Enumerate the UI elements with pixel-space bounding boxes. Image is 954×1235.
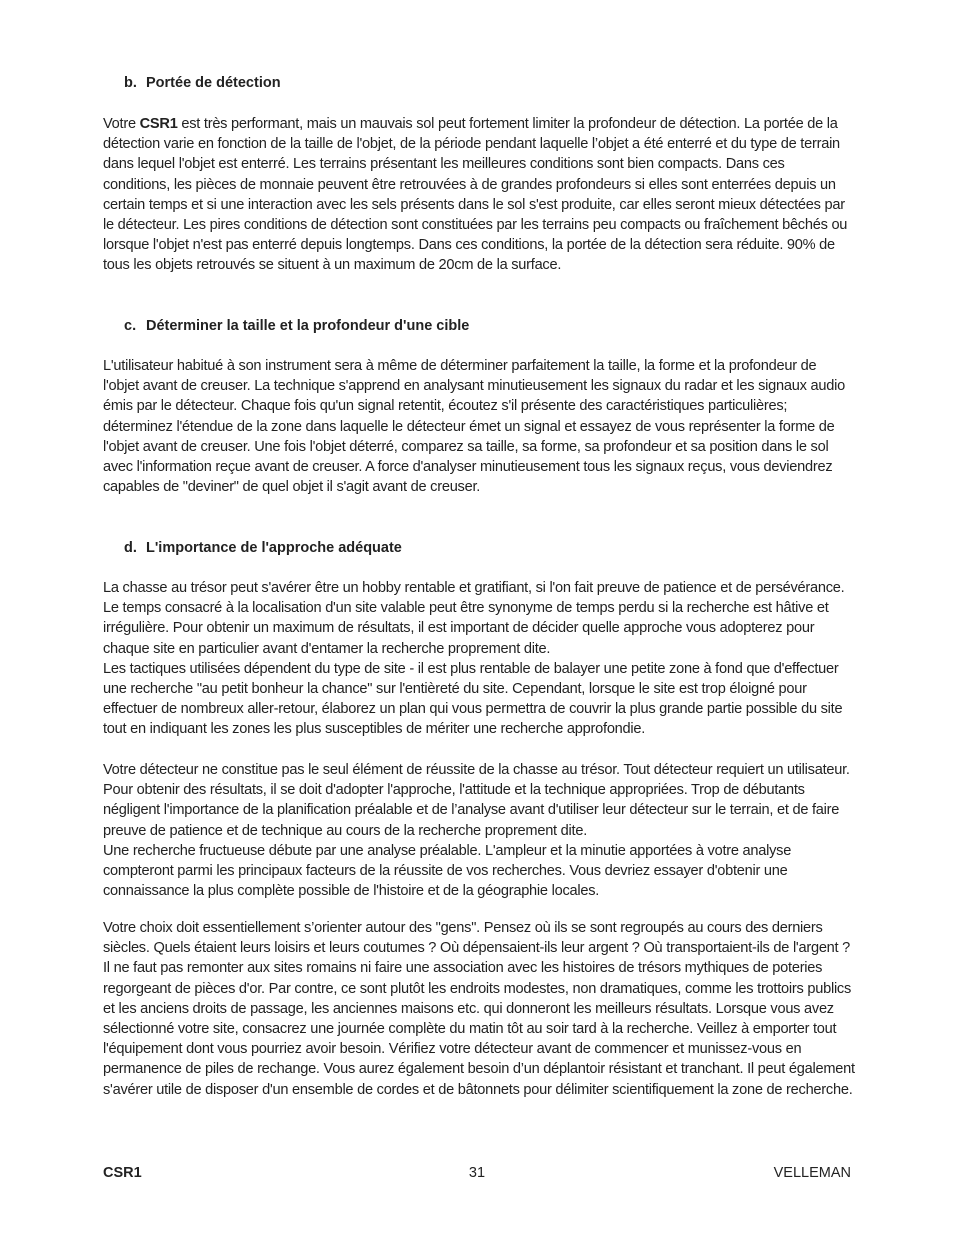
section-d-para-2b: Une recherche fructueuse débute par une analyse préalable. L'ampleur et la minutie apportées à votre analyse compteront parmi les principaux facteurs de la réussite de vos recherches. Vous devriez essayer d'obtenir une connaissance la plus complète possible de l'histoire et de la géographie locales.: [103, 842, 792, 900]
footer-product-label: CSR1: [103, 1165, 142, 1181]
section-c-letter: c.: [124, 318, 137, 334]
section-b-para-text: est très performant, mais un mauvais sol peut fortement limiter la profondeur de détection. La portée de la détection varie en fonction de la taille de l'objet, de la période pendant laquelle l’objet a été enterré et du type de terrain dans lequel l'objet est enterré. Les terrains présentant les meilleures conditions sont bien compacts. Dans ces conditions, les pièces de monnaie peuvent être retrouvées à de grandes profondeurs si elles sont enterrées depuis un certain temps et si une interaction avec les sels présents dans le sol s'est produite, car elles seront mieux détectées par le détecteur. Les pires conditions de détection sont constituées par les terrains peu compacts ou fraîchement bêchés ou lorsque l'objet n'est pas enterré depuis longtemps. Dans ces conditions, la portée de la détection sera réduite. 90% de tous les objets retrouvés se situent à un maximum de 20cm de la surface.: [103, 116, 848, 274]
section-d-paragraph-1: [103, 578, 855, 740]
section-c-heading: [124, 316, 469, 336]
section-c-paragraph: [103, 356, 855, 497]
section-c-para-text: L'utilisateur habitué à son instrument sera à même de déterminer parfaitement la taille, la forme et la profondeur de l'objet avant de creuser. La technique s'apprend en analysant minutieusement les signaux du radar et les signaux audio émis par le détecteur. Chaque fois qu'un signal retentit, écoutez s'il présente des caractéristiques particulières; déterminez l'étendue de la zone dans laquelle le détecteur émet un signal et essayez de vous représenter la forme de l'objet avant de creuser. Une fois l'objet déterré, comparez sa taille, sa forme, sa profondeur et sa position dans le sol avec l'information reçue avant de creuser. A force d'analyser minutieusement tous les signaux reçus, vous deviendrez capables de "deviner" de quel objet il s'agit avant de creuser.: [103, 358, 845, 496]
section-d-paragraph-2: [103, 760, 855, 901]
section-b-heading: [124, 73, 281, 93]
section-b-letter: b.: [124, 75, 137, 91]
section-d-paragraph-3: [103, 918, 855, 1100]
section-c-title: Déterminer la taille et la profondeur d'une cible: [146, 318, 470, 334]
section-d-para-1b: Les tactiques utilisées dépendent du type de site - il est plus rentable de balayer une petite zone à fond que d'effectuer une recherche "au petit bonheur la chance" sur l'entièreté du site. Cependant, lorsque le site est trop éloigné pour effectuer de nombreux aller-retour, élaborez un plan qui vous permettra de couvrir la plus grande partie possible du site tout en indiquant les zones les plus susceptibles de mériter une recherche approfondie.: [103, 660, 843, 738]
section-d-para-3: Votre choix doit essentiellement s’orienter autour des "gens". Pensez où ils se sont regroupés au cours des derniers siècles. Quels étaient leurs loisirs et leurs coutumes ? Où dépensaient-ils leur argent ? Où transportaient-ils de l'argent ? Il ne faut pas remonter aux sites romains ni faire une association avec les histoires de trésors mythiques de poteries regorgeant de pièces d'or. Par contre, ce sont plutôt les endroits modestes, non dramatiques, comme les trottoirs publics et les anciens droits de passage, les anciennes maisons etc. qui donneront les meilleurs résultats. Lorsque vous avez sélectionné votre site, consacrez une journée complète du matin tôt au soir tard à la recherche. Veillez à emporter tout l'équipement dont vous pourriez avoir besoin. Vérifiez votre détecteur avant de commencer et munissez-vous en permanence de piles de rechange. Vous aurez également besoin d’un déplantoir résistant et tranchant. Il peut également s'avérer utile de disposer d'un ensemble de cordes et de bâtonnets pour délimiter scientifiquement la zone de recherche.: [103, 920, 855, 1098]
section-b-title: Portée de détection: [146, 75, 281, 91]
section-d-para-2a: Votre détecteur ne constitue pas le seul élément de réussite de la chasse au trésor. Tout détecteur requiert un utilisateur. Pour obtenir des résultats, il se doit d'adopter l'approche, l'attitude et la technique appropriées. Trop de débutants négligent l'importance de la planification préalable et de l’analyse avant d'utiliser leur détecteur sur le terrain, et de faire preuve de patience et de technique au cours de la recherche proprement dite.: [103, 762, 850, 839]
section-d-heading: [124, 538, 402, 558]
footer-brand-label: VELLEMAN: [773, 1165, 851, 1181]
section-d-para-1a: La chasse au trésor peut s'avérer être un hobby rentable et gratifiant, si l'on fait preuve de patience et de persévérance. Le temps consacré à la localisation d'un site valable peut être synonyme de temps perdu si la recherche est hâtive et irrégulière. Pour obtenir un maximum de résultats, il est important de décider quelle approche vous adopterez pour chaque site en particulier avant d'entamer la recherche proprement dite.: [103, 580, 845, 657]
section-d-letter: d.: [124, 540, 137, 556]
section-b-para-prefix: Votre: [103, 116, 140, 132]
section-d-title: L'importance de l'approche adéquate: [146, 540, 402, 556]
product-name: CSR1: [139, 116, 178, 132]
page-number: 31: [468, 1165, 486, 1181]
section-b-paragraph: [103, 114, 855, 276]
